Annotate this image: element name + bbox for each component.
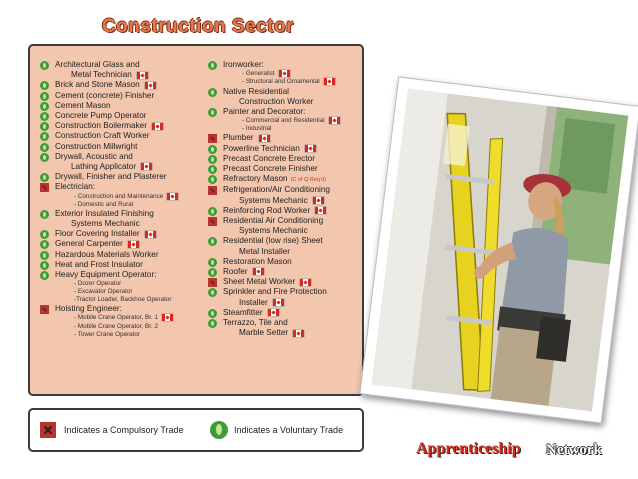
trade-name bbox=[55, 121, 206, 131]
trade-subtype-text: - Construction and Maintenance bbox=[74, 192, 164, 200]
trade-subtype bbox=[55, 193, 206, 201]
trade-name-text: Metal Technician bbox=[71, 70, 132, 80]
voluntary-trade-icon bbox=[208, 268, 217, 277]
compulsory-trade-icon bbox=[208, 278, 217, 287]
trade-name bbox=[223, 174, 360, 185]
trade-name bbox=[223, 206, 360, 216]
voluntary-trade-icon bbox=[210, 421, 228, 439]
canada-flag-icon bbox=[300, 279, 311, 286]
trade-item bbox=[206, 107, 360, 133]
compulsory-trade-icon bbox=[208, 186, 217, 195]
trade-name-text: Roofer bbox=[223, 266, 248, 276]
canada-flag-icon bbox=[152, 123, 163, 130]
canada-flag-icon bbox=[145, 231, 156, 238]
trade-item bbox=[206, 144, 360, 154]
trade-name-text: Lathing Applicator bbox=[71, 162, 137, 172]
trade-item bbox=[38, 142, 206, 152]
trade-item bbox=[38, 239, 206, 249]
trade-item bbox=[206, 87, 360, 107]
trade-subtype bbox=[55, 280, 206, 288]
trade-subtype-text: - Industrial bbox=[242, 125, 272, 133]
voluntary-trade-icon bbox=[40, 261, 49, 270]
trade-subtype bbox=[55, 201, 206, 209]
trade-item bbox=[38, 121, 206, 131]
trade-name-text: Ironworker: bbox=[223, 60, 264, 69]
trade-item bbox=[206, 133, 360, 143]
canada-flag-icon bbox=[273, 299, 284, 306]
trade-name-text: Native Residential bbox=[223, 86, 289, 96]
trade-name bbox=[55, 152, 206, 162]
voluntary-trade-icon bbox=[40, 173, 49, 182]
trade-item bbox=[38, 229, 206, 239]
trade-item bbox=[38, 80, 206, 90]
trade-name-text: Systems Mechanic bbox=[239, 195, 308, 205]
voluntary-trade-icon bbox=[40, 210, 49, 219]
trade-item bbox=[206, 216, 360, 236]
trade-name-text: General Carpenter bbox=[55, 239, 123, 249]
canada-flag-icon bbox=[315, 207, 326, 214]
canada-flag-icon bbox=[253, 268, 264, 275]
voluntary-trade-icon bbox=[40, 102, 49, 111]
trade-name bbox=[55, 172, 206, 182]
voluntary-trade-icon bbox=[208, 258, 217, 267]
voluntary-trade-icon bbox=[208, 319, 217, 328]
worker-on-ladder-illustration bbox=[372, 89, 629, 412]
trade-name bbox=[55, 229, 206, 239]
logo-word-network: Network bbox=[546, 442, 602, 458]
trade-subtype bbox=[55, 314, 206, 322]
trade-item bbox=[206, 60, 360, 87]
trade-name bbox=[55, 250, 206, 260]
trade-name bbox=[55, 111, 206, 121]
trade-item bbox=[206, 164, 360, 174]
trade-name-text: Exterior Insulated Finishing bbox=[55, 208, 154, 218]
compulsory-trade-icon bbox=[40, 422, 56, 438]
trade-item bbox=[206, 287, 360, 307]
trade-name bbox=[223, 196, 360, 206]
trade-name bbox=[223, 154, 360, 164]
page-title: Construction Sector bbox=[101, 16, 295, 37]
trade-name bbox=[223, 185, 360, 195]
trade-name bbox=[55, 80, 206, 90]
trade-name-text: Residential Air Conditioning bbox=[223, 215, 324, 225]
voluntary-trade-icon bbox=[208, 165, 217, 174]
trade-name bbox=[55, 182, 206, 192]
trade-item bbox=[38, 172, 206, 182]
voluntary-trade-icon bbox=[40, 132, 49, 141]
legend-box bbox=[28, 408, 364, 452]
trade-name bbox=[223, 144, 360, 154]
voluntary-trade-icon bbox=[40, 81, 49, 90]
trade-name-text: Precast Concrete Finisher bbox=[223, 163, 318, 173]
trade-name-text: Heat and Frost Insulator bbox=[55, 259, 143, 269]
trade-name bbox=[55, 101, 206, 111]
trade-item bbox=[206, 154, 360, 164]
trade-item bbox=[206, 174, 360, 185]
trade-item bbox=[206, 267, 360, 277]
voluntary-trade-icon bbox=[40, 153, 49, 162]
trade-name-text: Sprinkler and Fire Protection bbox=[223, 287, 327, 297]
voluntary-trade-icon bbox=[208, 175, 217, 184]
trade-subtype bbox=[55, 296, 206, 304]
trade-item bbox=[38, 152, 206, 172]
canada-flag-icon bbox=[305, 145, 316, 152]
trade-item bbox=[38, 250, 206, 260]
trade-name-text: Metal Installer bbox=[239, 246, 290, 256]
trade-name-text: Cement Mason bbox=[55, 100, 111, 110]
canada-flag-icon bbox=[293, 330, 304, 337]
trade-name bbox=[55, 162, 206, 172]
voluntary-trade-icon bbox=[208, 61, 217, 70]
trade-name bbox=[223, 247, 360, 257]
voluntary-legend-label: Indicates a Voluntary Trade bbox=[234, 425, 344, 435]
trade-name-text: Painter and Decorator: bbox=[223, 106, 306, 116]
photo-frame bbox=[359, 76, 638, 423]
trade-name-text: Floor Covering Installer bbox=[55, 229, 140, 239]
trade-name-text: Architectural Glass and bbox=[55, 60, 140, 69]
voluntary-trade-icon bbox=[208, 155, 217, 164]
voluntary-trade-icon bbox=[208, 145, 217, 154]
trade-item bbox=[206, 277, 360, 287]
trade-subtype-text: - Commercial and Residential bbox=[242, 117, 325, 125]
trade-name-text: Residential (low rise) Sheet bbox=[223, 236, 323, 246]
trade-subtype-text: - Mobile Crane Operator, Br. 1 bbox=[74, 314, 158, 322]
voluntary-trade-icon bbox=[40, 61, 49, 70]
trade-name-text: Plumber bbox=[223, 133, 254, 143]
trade-name-text: Hoisting Engineer: bbox=[55, 304, 122, 314]
trade-name bbox=[55, 209, 206, 219]
voluntary-trade-icon bbox=[208, 88, 217, 97]
trade-name-text: Refractory Mason bbox=[223, 174, 288, 184]
trade-name bbox=[55, 91, 206, 101]
trade-name bbox=[223, 87, 360, 97]
canada-flag-icon bbox=[268, 309, 279, 316]
trade-name-text: Powerline Technician bbox=[223, 143, 300, 153]
certificate-note: (C of Q Req'd) bbox=[290, 177, 326, 184]
trade-subtype-text: - Structural and Ornamental bbox=[242, 78, 320, 86]
compulsory-trade-icon bbox=[40, 305, 49, 314]
trade-item bbox=[38, 182, 206, 208]
trade-name-text: Sheet Metal Worker bbox=[223, 277, 296, 287]
trade-name bbox=[223, 277, 360, 287]
canada-flag-icon bbox=[162, 314, 173, 321]
trade-name-text: Installer bbox=[239, 297, 268, 307]
trade-name bbox=[223, 107, 360, 117]
trade-name-text: Cement (concrete) Finisher bbox=[55, 90, 155, 100]
trade-name bbox=[55, 239, 206, 249]
trade-name bbox=[55, 270, 206, 280]
trade-subtype bbox=[223, 78, 360, 86]
trade-name bbox=[223, 133, 360, 143]
trade-item bbox=[38, 111, 206, 121]
voluntary-trade-icon bbox=[40, 271, 49, 280]
voluntary-trade-icon bbox=[208, 288, 217, 297]
canada-flag-icon bbox=[259, 135, 270, 142]
trade-name-text: Construction Millwright bbox=[55, 141, 138, 151]
trade-name bbox=[223, 308, 360, 318]
voluntary-trade-icon bbox=[208, 309, 217, 318]
voluntary-trade-icon bbox=[40, 112, 49, 121]
trade-subtype bbox=[223, 125, 360, 133]
trade-item bbox=[206, 318, 360, 338]
trade-name bbox=[223, 226, 360, 236]
trade-name-text: Steamfitter bbox=[223, 307, 263, 317]
trade-name bbox=[55, 60, 206, 70]
voluntary-trade-icon bbox=[40, 122, 49, 131]
trade-name bbox=[223, 298, 360, 308]
trade-name bbox=[223, 97, 360, 107]
voluntary-trade-icon bbox=[40, 92, 49, 101]
canada-flag-icon bbox=[324, 78, 335, 85]
trade-name-text: Brick and Stone Mason bbox=[55, 80, 140, 90]
trade-name bbox=[223, 318, 360, 328]
trade-subtype-text: - Domestic and Rural bbox=[74, 200, 134, 208]
compulsory-trade-icon bbox=[40, 183, 49, 192]
trade-item bbox=[38, 91, 206, 101]
trade-name-text: Electrician: bbox=[55, 182, 96, 192]
trade-name-text: Hazardous Materials Worker bbox=[55, 249, 159, 259]
trade-subtype-text: - Tower Crane Operator bbox=[74, 330, 141, 338]
trade-item bbox=[206, 308, 360, 318]
trade-item bbox=[38, 101, 206, 111]
trade-name bbox=[223, 287, 360, 297]
trade-name-text: Concrete Pump Operator bbox=[55, 111, 147, 121]
trade-item bbox=[206, 236, 360, 256]
trade-subtype-text: - Mobile Crane Operator, Br. 2 bbox=[74, 322, 158, 330]
trade-subtype bbox=[223, 117, 360, 125]
trade-name-text: Systems Mechanic bbox=[71, 219, 140, 229]
compulsory-trade-icon bbox=[208, 134, 217, 143]
trade-name-text: Drywall, Acoustic and bbox=[55, 151, 133, 161]
right-trade-column bbox=[206, 60, 360, 338]
trade-item bbox=[206, 185, 360, 205]
trade-name-text: Construction Worker bbox=[239, 96, 314, 106]
trade-name-text: Systems Mechanic bbox=[239, 226, 308, 236]
trade-name-text: Refrigeration/Air Conditioning bbox=[223, 185, 330, 195]
apprenticeship-network-logo bbox=[416, 436, 632, 468]
trade-subtype-text: - Excavator Operator bbox=[74, 288, 133, 296]
canada-flag-icon bbox=[313, 197, 324, 204]
logo-word-apprenticeship: Apprenticeship bbox=[416, 440, 521, 457]
left-trade-column bbox=[38, 60, 206, 339]
trades-panel bbox=[28, 44, 364, 396]
trade-name bbox=[223, 216, 360, 226]
trade-subtype bbox=[55, 288, 206, 296]
trade-subtype bbox=[223, 70, 360, 78]
trade-name-text: Terrazzo, Tile and bbox=[223, 317, 288, 327]
trade-item bbox=[38, 131, 206, 141]
trade-name bbox=[223, 328, 360, 338]
trade-subtype-text: -Tractor Loader, Backhoe Operator bbox=[74, 296, 172, 304]
trade-subtype bbox=[55, 331, 206, 339]
voluntary-trade-icon bbox=[40, 230, 49, 239]
trade-name-text: Marble Setter bbox=[239, 328, 289, 338]
canada-flag-icon bbox=[128, 241, 139, 248]
compulsory-legend-label: Indicates a Compulsory Trade bbox=[64, 425, 184, 435]
canada-flag-icon bbox=[137, 72, 148, 79]
trade-name bbox=[223, 164, 360, 174]
trade-item bbox=[38, 260, 206, 270]
trade-name-text: Heavy Equipment Operator: bbox=[55, 270, 157, 280]
voluntary-trade-icon bbox=[40, 251, 49, 260]
trade-item bbox=[38, 304, 206, 338]
trade-name-text: Drywall, Finisher and Plasterer bbox=[55, 172, 167, 182]
trade-name bbox=[223, 236, 360, 246]
trade-name bbox=[55, 260, 206, 270]
trade-subtype bbox=[55, 323, 206, 331]
canada-flag-icon bbox=[167, 193, 178, 200]
trade-subtype-text: - Generalist bbox=[242, 70, 275, 78]
trade-name-text: Construction Boilermaker bbox=[55, 121, 147, 131]
trade-name-text: Precast Concrete Erector bbox=[223, 153, 315, 163]
trade-name bbox=[223, 257, 360, 267]
trade-subtype-text: - Dozer Operator bbox=[74, 280, 122, 288]
trade-name bbox=[55, 142, 206, 152]
trade-item bbox=[38, 60, 206, 80]
trade-name bbox=[55, 131, 206, 141]
voluntary-trade-icon bbox=[208, 108, 217, 117]
trade-item bbox=[206, 206, 360, 216]
canada-flag-icon bbox=[145, 82, 156, 89]
compulsory-trade-icon bbox=[208, 217, 217, 226]
trade-item bbox=[38, 270, 206, 304]
trade-name bbox=[55, 304, 206, 314]
trade-item bbox=[206, 257, 360, 267]
trade-name bbox=[55, 219, 206, 229]
trade-name bbox=[223, 267, 360, 277]
trade-name-text: Reinforcing Rod Worker bbox=[223, 205, 311, 215]
voluntary-trade-icon bbox=[40, 240, 49, 249]
trade-name bbox=[223, 60, 360, 70]
trade-item bbox=[38, 209, 206, 229]
voluntary-trade-icon bbox=[208, 237, 217, 246]
voluntary-trade-icon bbox=[208, 207, 217, 216]
canada-flag-icon bbox=[279, 70, 290, 77]
trade-name-text: Construction Craft Worker bbox=[55, 131, 150, 141]
trade-name bbox=[55, 70, 206, 80]
voluntary-trade-icon bbox=[40, 143, 49, 152]
trade-name-text: Restoration Mason bbox=[223, 256, 292, 266]
canada-flag-icon bbox=[141, 163, 152, 170]
canada-flag-icon bbox=[329, 117, 340, 124]
worker-ladder-photo bbox=[372, 89, 629, 412]
